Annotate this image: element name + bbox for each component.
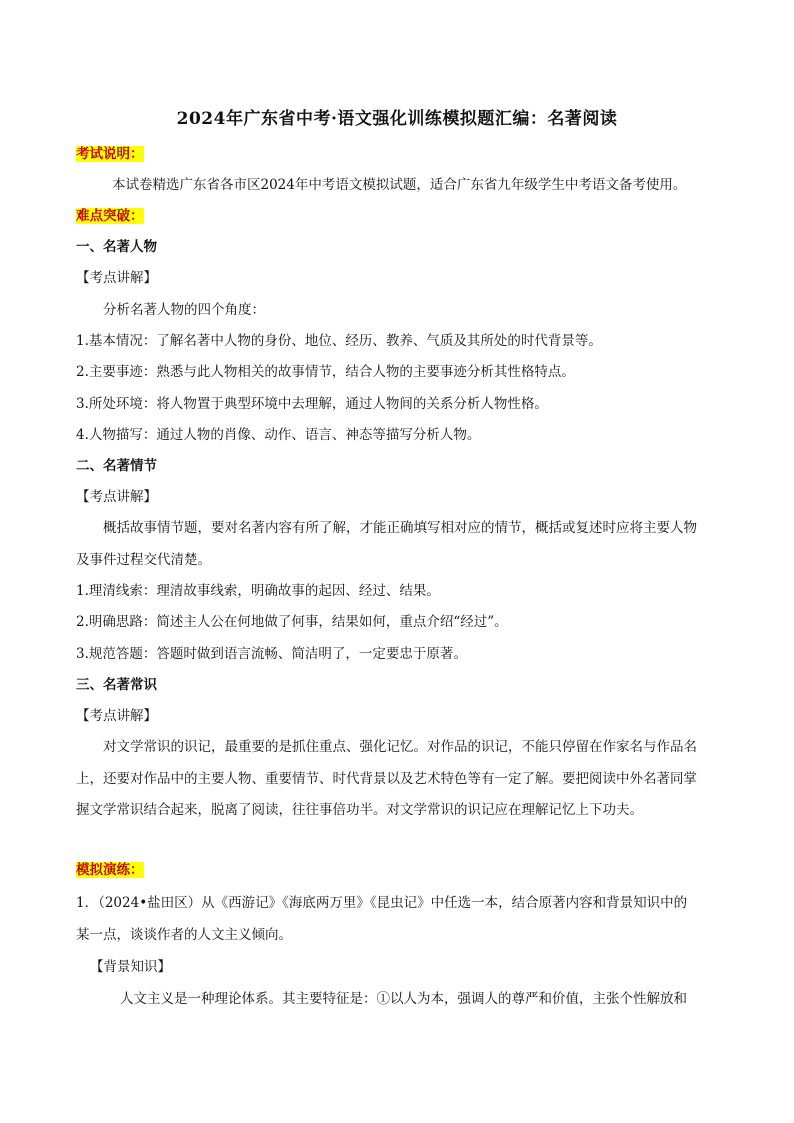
section-1-heading: 一、名著人物	[76, 239, 157, 255]
section-3-intro-line-3: 握文学常识结合起来，脱离了阅读，往往事倍功半。对文学常识的识记应在理解记忆上下功夫。	[76, 802, 643, 818]
section-1-item-2: 2.主要事迹：熟悉与此人物相关的故事情节，结合人物的主要事迹分析其性格特点。	[76, 364, 575, 380]
question-1-line-2: 某一点，谈谈作者的人文主义倾向。	[76, 927, 292, 943]
section-2-heading: 二、名著情节	[76, 458, 157, 474]
difficulty-label: 难点突破：	[76, 208, 144, 224]
section-2-intro-line-1: 概括故事情节题，要对名著内容有所了解，才能正确填写相对应的情节，概括或复述时应将主要人物	[103, 520, 697, 536]
exam-note-text: 本试卷精选广东省各市区2024年中考语文模拟试题，适合广东省九年级学生中考语文备考使用。	[112, 177, 687, 193]
section-3-sub: 【考点讲解】	[76, 708, 157, 724]
section-2-intro-line-2: 及事件过程交代清楚。	[76, 552, 211, 568]
section-1-item-1: 1.基本情况：了解名著中人物的身份、地位、经历、教养、气质及其所处的时代背景等。	[76, 333, 602, 349]
section-2-sub: 【考点讲解】	[76, 489, 157, 505]
section-1-intro: 分析名著人物的四个角度：	[103, 302, 265, 318]
section-1-sub: 【考点讲解】	[76, 270, 157, 286]
document-title: 2024年广东省中考·语文强化训练模拟题汇编：名著阅读	[176, 109, 618, 129]
section-3-intro-line-2: 上，还要对作品中的主要人物、重要情节、时代背景以及艺术特色等有一定了解。要把阅读中外名著同掌	[76, 771, 697, 787]
section-1-item-3: 3.所处环境：将人物置于典型环境中去理解，通过人物间的关系分析人物性格。	[76, 396, 548, 412]
difficulty-label-line	[76, 206, 144, 226]
section-2-item-3: 3.规范答题：答题时做到语言流畅、简洁明了，一定要忠于原著。	[76, 646, 467, 662]
background-label: 【背景知识】	[90, 959, 171, 975]
section-3-heading: 三、名著常识	[76, 677, 157, 693]
practice-label: 模拟演练：	[76, 862, 144, 878]
practice-label-line	[76, 860, 144, 880]
section-2-item-1: 1.理清线索：理清故事线索，明确故事的起因、经过、结果。	[76, 583, 440, 599]
section-2-item-2: 2.明确思路：简述主人公在何地做了何事，结果如何，重点介绍“经过”。	[76, 614, 508, 630]
background-text: 人文主义是一种理论体系。其主要特征是：①以人为本，强调人的尊严和价值，主张个性解放和	[120, 991, 687, 1007]
section-3-intro-line-1: 对文学常识的识记，最重要的是抓住重点、强化记忆。对作品的识记，不能只停留在作家名与作品名	[103, 739, 697, 755]
section-1-item-4: 4.人物描写：通过人物的肖像、动作、语言、神态等描写分析人物。	[76, 427, 481, 443]
question-1-line-1: 1．（2024•盐田区）从《西游记》《海底两万里》《昆虫记》中任选一本，结合原著内容和背景知识中的	[76, 895, 688, 911]
exam-note-label-line	[76, 144, 144, 164]
exam-note-label: 考试说明：	[76, 146, 144, 162]
